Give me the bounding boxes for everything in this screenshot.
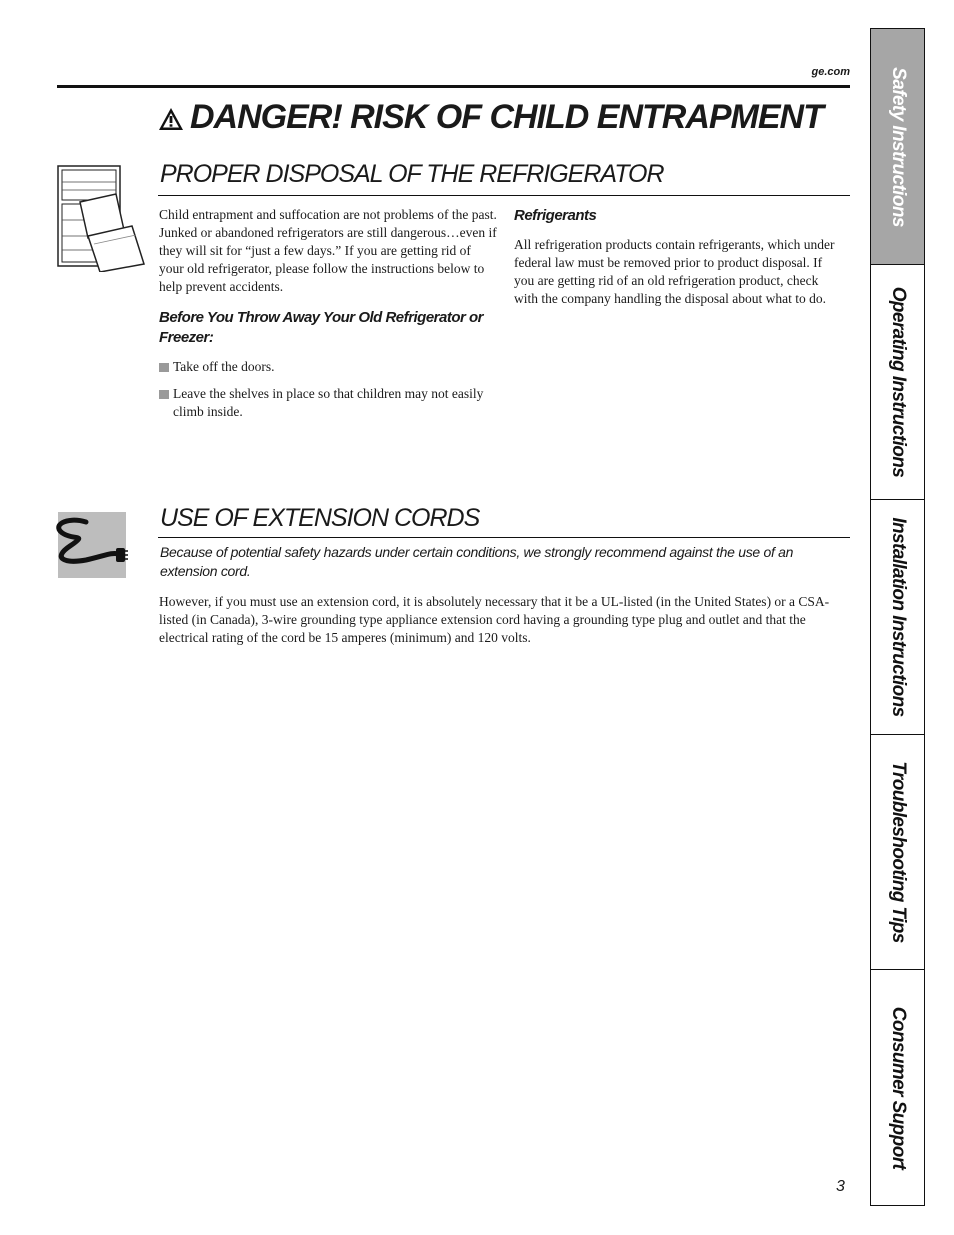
refrigerants-heading: Refrigerants <box>514 207 597 224</box>
list-item: Leave the shelves in place so that children may not easily climb inside. <box>159 385 499 421</box>
extension-cord-illustration <box>46 512 128 580</box>
tab-troubleshooting-tips[interactable] <box>871 735 924 970</box>
disposal-rule <box>158 195 850 196</box>
disposal-right-column <box>514 206 839 308</box>
list-item: Take off the doors. <box>159 358 499 376</box>
disposal-subhead: Before You Throw Away Your Old Refrigerator or Freezer: <box>159 309 483 346</box>
extension-warning: Because of potential safety hazards under certain conditions, we strongly recommend against the use of an extension cord. <box>160 544 794 579</box>
warning-triangle-icon <box>158 107 184 131</box>
tab-label: Safety Instructions <box>887 66 909 227</box>
page-title <box>158 98 823 137</box>
side-tabs <box>870 28 925 1206</box>
tab-label: Installation Instructions <box>887 517 909 717</box>
bullet-square-icon <box>159 390 169 399</box>
tab-label: Troubleshooting Tips <box>887 761 909 943</box>
refrigerants-text: All refrigeration products contain refrigerants, which under federal law must be removed prior to product disposal. If you are getting rid of an old refrigeration product, check with the company handling the disposal about what to do. <box>514 237 835 306</box>
tab-installation-instructions[interactable] <box>871 500 924 735</box>
disposal-intro: Child entrapment and suffocation are not problems of the past. Junked or abandoned refrigerators are still dangerous…even if they will sit for “just a few days.” If you are getting rid of your old refrigerator, please follow the instructions below to help prevent accidents. <box>159 207 497 294</box>
tab-consumer-support[interactable] <box>871 970 924 1205</box>
tab-label: Operating Instructions <box>887 286 909 478</box>
extension-heading: USE OF EXTENSION CORDS <box>160 504 480 532</box>
bullet-square-icon <box>159 363 169 372</box>
disposal-heading: PROPER DISPOSAL OF THE REFRIGERATOR <box>160 160 664 188</box>
disposal-left-column <box>159 206 499 421</box>
tab-safety-instructions[interactable] <box>871 29 924 265</box>
header-rule <box>57 85 850 88</box>
page-number: 3 <box>836 1178 845 1195</box>
tab-operating-instructions[interactable] <box>871 265 924 500</box>
page-title-text: DANGER! RISK OF CHILD ENTRAPMENT <box>190 98 823 136</box>
tab-label: Consumer Support <box>887 1006 909 1169</box>
extension-rule <box>158 537 850 538</box>
refrigerator-illustration <box>56 164 148 272</box>
website-url: ge.com <box>811 66 850 78</box>
extension-body: However, if you must use an extension cord, it is absolutely necessary that it be a UL-listed (in the United States) or a CSA-listed (in Canada), 3-wire grounding type appliance extension cord having a grounding type plug and outlet and that the electrical rating of the cord be 15 amperes (minimum) and 120 volts. <box>159 594 830 645</box>
